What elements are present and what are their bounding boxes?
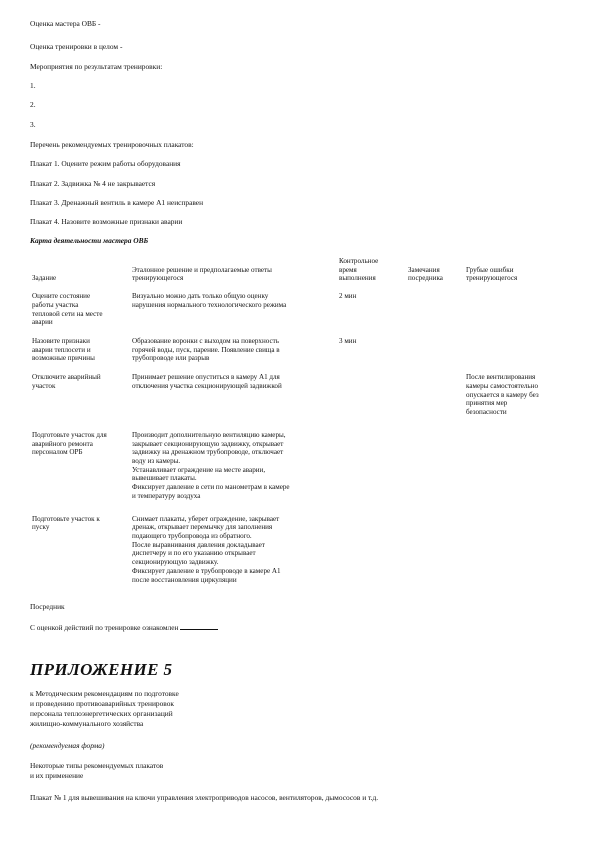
row-time-cell <box>337 337 406 373</box>
cell-line: камеры самостоятельно <box>466 381 539 390</box>
cell-line: подающего трубопровода из обратного. <box>132 531 252 540</box>
cell-line: трубопроводе или разрыв <box>132 354 210 363</box>
cell-line: задвижку на дренажном трубопроводе, отключает <box>132 448 284 457</box>
appendix-sub-1: к Методическим рекомендациям по подготовке <box>30 689 179 698</box>
cell-line: участок <box>32 381 56 390</box>
header-errors <box>464 257 570 292</box>
measures-heading: Мероприятия по результатам тренировки: <box>30 62 163 71</box>
cell-line: Оцените состояние <box>32 292 91 301</box>
appendix-sub-2: и проведению противоаварийных тренировок <box>30 699 175 708</box>
table-row <box>30 337 570 373</box>
types-line-2: и их применение <box>30 771 84 780</box>
acknowledge-line <box>30 622 218 632</box>
cell-line: после восстановления циркуляции <box>132 575 237 584</box>
cell-line: Замечания <box>408 265 440 274</box>
appendix-sub-4: жилищно-коммунального хозяйства <box>30 719 144 728</box>
poster-item-4: Плакат 4. Назовите возможные признаки аварии <box>30 217 183 226</box>
appendix-heading: ПРИЛОЖЕНИЕ 5 <box>30 660 173 679</box>
recommended-form: (рекомендуемая форма) <box>30 741 105 750</box>
posters-list-heading: Перечень рекомендуемых тренировочных плакатов: <box>30 140 194 149</box>
card-title: Карта деятельности мастера ОВБ <box>30 236 149 245</box>
cell-line: Подготовьте участок к <box>32 514 100 523</box>
appendix-sub-3: персонала теплоэнергетических организаций <box>30 709 173 718</box>
cell-line: опускается в камеру без <box>466 390 539 399</box>
row-errors-cell <box>464 515 570 591</box>
cell-line: аварийного ремонта <box>32 439 93 448</box>
cell-line: Устанавливает ограждение на месте аварии, <box>132 465 266 474</box>
row-answer-cell <box>130 373 337 431</box>
header-time <box>337 257 406 292</box>
table-row <box>30 292 570 337</box>
table-header-row <box>30 257 570 292</box>
cell-line: безопасности <box>466 408 507 417</box>
acknowledge-label: С оценкой действий по тренировке ознакомлен <box>30 623 179 632</box>
header-answer <box>130 257 337 292</box>
cell-line: Подготовьте участок для <box>32 430 107 439</box>
cell-line: секционирующую задвижку. <box>132 558 219 567</box>
row-answer-cell <box>130 292 337 337</box>
cell-line: возможные причины <box>32 354 95 363</box>
row-errors-cell <box>464 431 570 515</box>
cell-line: вывешивает плакаты. <box>132 474 197 483</box>
poster-1-description: Плакат № 1 для вывешивания на ключи управления электроприводов насосов, вентиляторов, дымососов и т.д. <box>30 793 379 802</box>
cell-line: диспетчеру и по его указанию открывает <box>132 549 256 558</box>
cell-line: принятия мер <box>466 399 508 408</box>
cell-line: горячей воды, пуск, парение. Появление свища в <box>132 345 280 354</box>
types-line-1: Некоторые типы рекомендуемых плакатов <box>30 761 164 770</box>
cell-line: время <box>339 265 357 274</box>
row-task-cell <box>30 431 130 515</box>
cell-line: посредника <box>408 274 443 283</box>
mediator-label: Посредник <box>30 602 65 611</box>
poster-item-3: Плакат 3. Дренажный вентиль в камере А1 неисправен <box>30 198 204 207</box>
measures-item-3: 3. <box>30 120 36 129</box>
cell-line: Контрольное <box>339 257 379 265</box>
time-value: 2 мин <box>339 292 357 301</box>
cell-line: Грубые ошибки <box>466 265 514 274</box>
row-time-cell <box>337 292 406 337</box>
header-task <box>30 257 130 292</box>
cell-line: тренирующегося <box>466 274 518 283</box>
header-remarks <box>406 257 464 292</box>
cell-line: Визуально можно дать только общую оценку <box>132 292 269 301</box>
row-time-cell <box>337 373 406 431</box>
cell-line: Задание <box>32 274 57 283</box>
cell-line: и температуру воздуха <box>132 491 201 500</box>
cell-line: тепловой сети на месте <box>32 309 103 318</box>
row-remarks-cell <box>406 515 464 591</box>
row-errors-cell <box>464 337 570 373</box>
evaluation-overall-line: Оценка тренировки в целом - <box>30 42 123 51</box>
row-remarks-cell <box>406 292 464 337</box>
cell-line: закрывает секционирующую задвижку, открывает <box>132 439 284 448</box>
row-time-cell <box>337 515 406 591</box>
table-row <box>30 431 570 515</box>
cell-line: пуску <box>32 523 50 532</box>
row-task-cell <box>30 337 130 373</box>
row-errors-cell <box>464 373 570 431</box>
time-value: 3 мин <box>339 337 357 346</box>
cell-line: аварии <box>32 318 53 327</box>
measures-item-1: 1. <box>30 81 36 90</box>
cell-line: Производит дополнительную вентиляцию камеры, <box>132 430 286 439</box>
cell-line: отключения участка секционирующей задвижкой <box>132 381 282 390</box>
cell-line: персоналом ОРБ <box>32 448 83 457</box>
row-answer-cell <box>130 431 337 515</box>
row-task-cell <box>30 515 130 591</box>
cell-line: работы участка <box>32 300 79 309</box>
cell-line: выполнения <box>339 274 376 283</box>
cell-line: Принимает решение опуститься в камеру А1 для <box>132 373 280 382</box>
measures-item-2: 2. <box>30 100 36 109</box>
row-errors-cell <box>464 292 570 337</box>
row-task-cell <box>30 292 130 337</box>
cell-line: дренаж, открывает перемычку для заполнения <box>132 523 273 532</box>
signature-blank[interactable] <box>180 622 218 630</box>
row-time-cell <box>337 431 406 515</box>
cell-line: воду из камеры. <box>132 456 181 465</box>
cell-line: нарушения нормального технологического режима <box>132 300 287 309</box>
poster-item-2: Плакат 2. Задвижка № 4 не закрывается <box>30 179 156 188</box>
row-answer-cell <box>130 337 337 373</box>
table-row <box>30 373 570 431</box>
cell-line: Отключите аварийный <box>32 373 101 382</box>
cell-line: Снимает плакаты, уберет ограждение, закрывает <box>132 514 280 523</box>
cell-line: После вентилирования <box>466 373 536 382</box>
cell-line: После выравнивания давления докладывает <box>132 540 265 549</box>
cell-line: Назовите признаки <box>32 337 90 346</box>
evaluation-master-line: Оценка мастера ОВБ - <box>30 19 101 28</box>
row-answer-cell <box>130 515 337 591</box>
activity-card-table <box>30 257 570 590</box>
table-row <box>30 515 570 591</box>
row-remarks-cell <box>406 337 464 373</box>
row-remarks-cell <box>406 431 464 515</box>
cell-line: Образование воронки с выходом на поверхность <box>132 337 279 346</box>
row-task-cell <box>30 373 130 431</box>
cell-line: Фиксирует давление в трубопроводе в камере А1 <box>132 566 281 575</box>
cell-line: Фиксирует давление в сети по манометрам в камере <box>132 483 290 492</box>
cell-line: аварии теплосети и <box>32 345 91 354</box>
cell-line: Эталонное решение и предполагаемые ответы <box>132 265 272 274</box>
poster-item-1: Плакат 1. Оцените режим работы оборудования <box>30 159 181 168</box>
row-remarks-cell <box>406 373 464 431</box>
cell-line: тренирующегося <box>132 274 184 283</box>
